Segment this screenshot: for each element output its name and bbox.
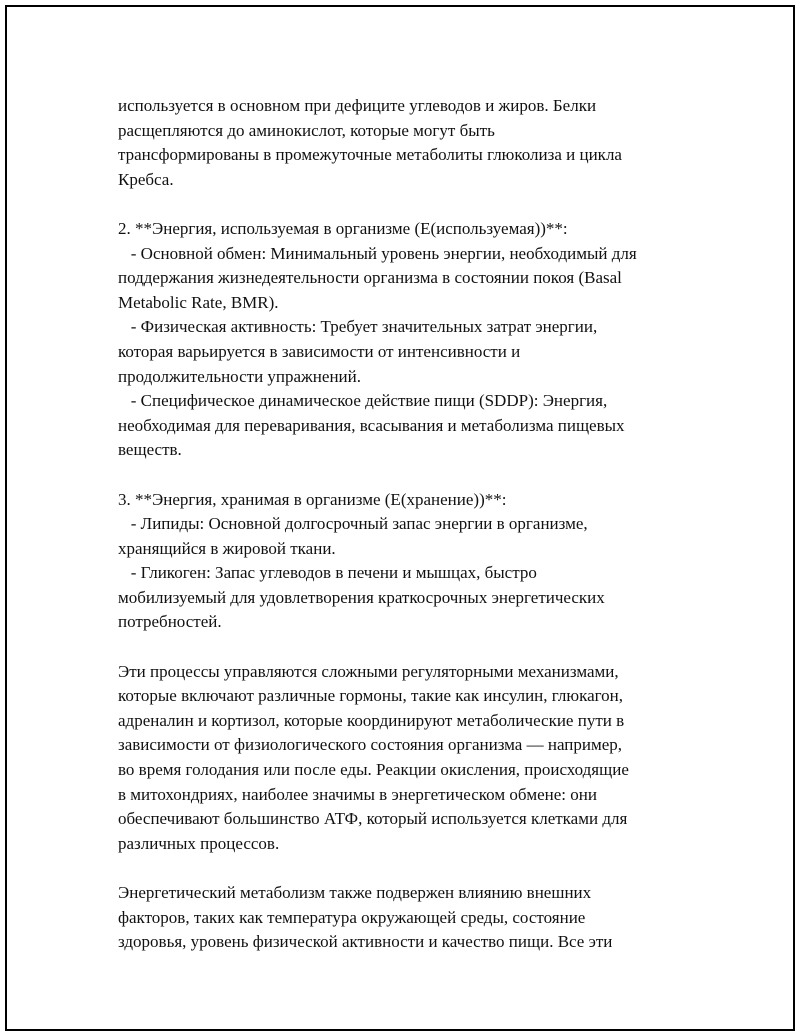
text-line: поддержания жизнедеятельности организма в состоянии покоя (Basal bbox=[118, 268, 622, 288]
text-line: Энергетический метаболизм также подвержен влиянию внешних bbox=[118, 883, 592, 902]
text-line: Metabolic Rate, BMR). bbox=[118, 292, 279, 312]
text-line: здоровья, уровень физической активности и качество пищи. Все эти bbox=[118, 932, 613, 952]
text-line: - Основной обмен: Минимальный уровень энергии, необходимый для bbox=[118, 243, 637, 263]
text-line: различных процессов. bbox=[118, 833, 280, 853]
text-line: веществ. bbox=[118, 440, 182, 460]
text-line: факторов, таких как температура окружающей среды, состояние bbox=[118, 907, 586, 927]
text-line: Эти процессы управляются сложными регуляторными механизмами, bbox=[118, 661, 619, 681]
paragraph-regulation bbox=[118, 660, 698, 857]
paragraph-spacer bbox=[118, 192, 698, 217]
text-line: хранящийся в жировой ткани. bbox=[118, 538, 336, 558]
list-heading: 3. **Энергия, хранимая в организме (E(хранение))**: bbox=[118, 489, 507, 509]
text-line: - Липиды: Основной долгосрочный запас энергии в организме, bbox=[118, 514, 588, 534]
text-line: мобилизуемый для удовлетворения краткосрочных энергетических bbox=[118, 587, 605, 607]
text-line: расщепляются до аминокислот, которые могут быть bbox=[118, 120, 495, 140]
paragraph-spacer bbox=[118, 856, 698, 881]
paragraph-spacer bbox=[118, 635, 698, 660]
text-line: во время голодания или после еды. Реакции окисления, происходящие bbox=[118, 760, 629, 780]
text-line: используется в основном при дефиците углеводов и жиров. Белки bbox=[118, 96, 597, 115]
paragraph-external-factors bbox=[118, 881, 698, 955]
text-line: Кребса. bbox=[118, 169, 174, 189]
text-line: продолжительности упражнений. bbox=[118, 366, 361, 386]
text-line: - Гликоген: Запас углеводов в печени и мышцах, быстро bbox=[118, 563, 537, 583]
text-line: - Физическая активность: Требует значительных затрат энергии, bbox=[118, 317, 598, 337]
paragraph-protein-metabolism bbox=[118, 94, 698, 192]
list-heading: 2. **Энергия, используемая в организме (E(используемая))**: bbox=[118, 218, 568, 238]
text-line: которые включают различные гормоны, такие как инсулин, глюкагон, bbox=[118, 686, 624, 706]
text-line: обеспечивают большинство АТФ, который используется клетками для bbox=[118, 809, 628, 829]
paragraph-spacer bbox=[118, 463, 698, 488]
text-line: потребностей. bbox=[118, 612, 222, 632]
paragraph-energy-used bbox=[118, 217, 698, 463]
text-line: необходимая для переваривания, всасывания и метаболизма пищевых bbox=[118, 415, 625, 435]
text-line: адреналин и кортизол, которые координируют метаболические пути в bbox=[118, 710, 625, 730]
text-line: которая варьируется в зависимости от интенсивности и bbox=[118, 341, 521, 361]
paragraph-energy-stored bbox=[118, 488, 698, 636]
document-body bbox=[118, 94, 698, 955]
text-line: в митохондриях, наиболее значимы в энергетическом обмене: они bbox=[118, 784, 597, 804]
text-line: трансформированы в промежуточные метаболиты глюколиза и цикла bbox=[118, 145, 622, 165]
text-line: зависимости от физиологического состояния организма — например, bbox=[118, 735, 623, 755]
text-line: - Специфическое динамическое действие пищи (SDDP): Энергия, bbox=[118, 391, 608, 411]
